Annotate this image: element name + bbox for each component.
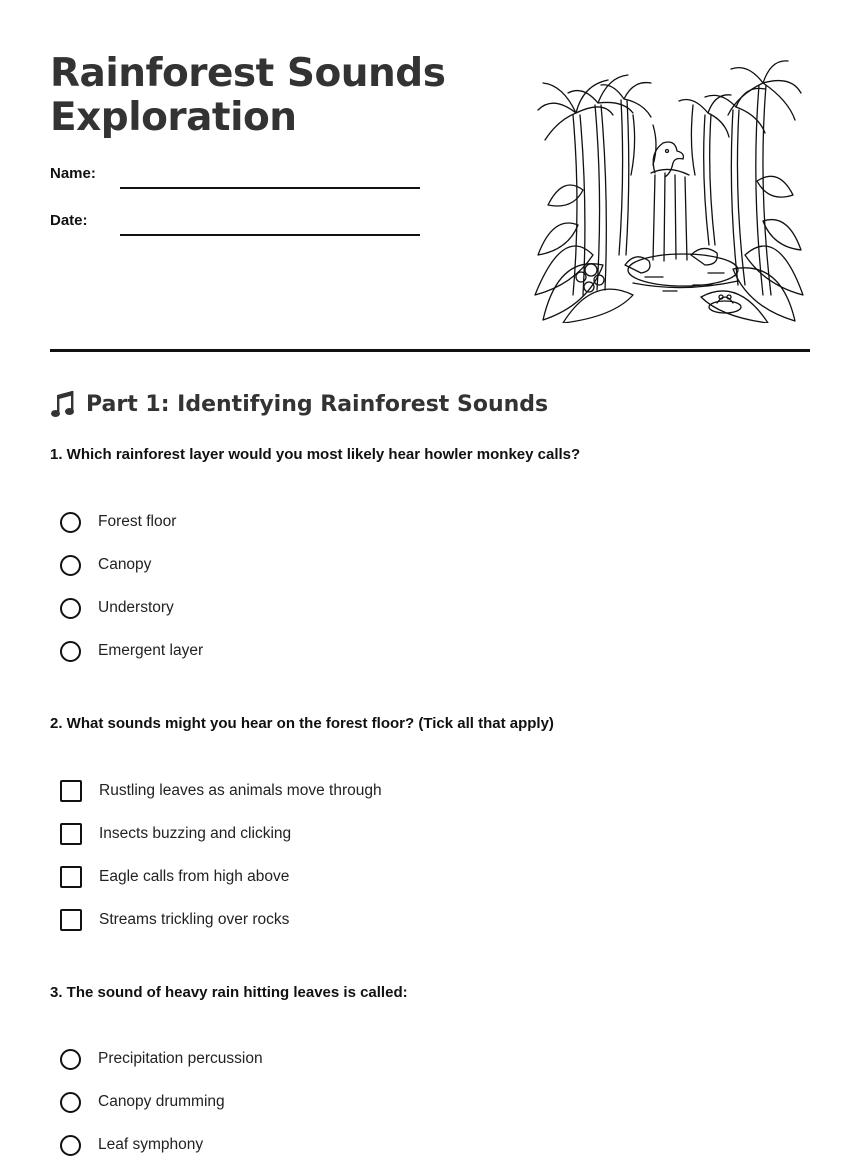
date-field[interactable] [120, 234, 420, 236]
q1-option-3[interactable] [60, 595, 174, 621]
q1-option-2[interactable] [60, 552, 151, 578]
section-1-title: Part 1: Identifying Rainforest Sounds [86, 391, 549, 417]
option-label: Precipitation percussion [98, 1050, 263, 1067]
option-label: Insects buzzing and clicking [99, 825, 292, 842]
section-1-heading [50, 389, 548, 419]
q2-option-3[interactable] [60, 864, 289, 890]
radio-button[interactable] [60, 641, 81, 662]
name-field[interactable] [120, 187, 420, 189]
option-label: Emergent layer [98, 642, 204, 659]
title-line-1: Rainforest Sounds [50, 51, 446, 96]
option-label: Leaf symphony [98, 1136, 204, 1153]
header-divider [50, 349, 810, 352]
radio-button[interactable] [60, 555, 81, 576]
checkbox[interactable] [60, 780, 82, 802]
option-label: Forest floor [98, 513, 177, 530]
q2-option-1[interactable] [60, 778, 382, 804]
checkbox[interactable] [60, 823, 82, 845]
question-2: 2. What sounds might you hear on the forest floor? (Tick all that apply) [50, 715, 554, 732]
option-label: Understory [98, 599, 174, 616]
q2-option-4[interactable] [60, 907, 289, 933]
q1-option-1[interactable] [60, 509, 176, 535]
radio-button[interactable] [60, 1135, 81, 1156]
q2-option-2[interactable] [60, 821, 291, 847]
radio-button[interactable] [60, 598, 81, 619]
radio-button[interactable] [60, 512, 81, 533]
option-label: Streams trickling over rocks [99, 911, 290, 928]
radio-button[interactable] [60, 1049, 81, 1070]
checkbox[interactable] [60, 909, 82, 931]
q3-option-2[interactable] [60, 1089, 225, 1115]
option-label: Eagle calls from high above [99, 868, 290, 885]
date-label: Date: [50, 212, 88, 229]
q3-option-3[interactable] [60, 1132, 203, 1158]
option-label: Rustling leaves as animals move through [99, 782, 382, 799]
worksheet-title [50, 52, 520, 140]
question-3: 3. The sound of heavy rain hitting leaves is called: [50, 984, 408, 1001]
title-line-2: Exploration [50, 95, 297, 140]
option-label: Canopy [98, 556, 152, 573]
name-label: Name: [50, 165, 96, 182]
q3-option-1[interactable] [60, 1046, 263, 1072]
checkbox[interactable] [60, 866, 82, 888]
radio-button[interactable] [60, 1092, 81, 1113]
rainforest-illustration [533, 55, 805, 323]
question-1: 1. Which rainforest layer would you most likely hear howler monkey calls? [50, 446, 581, 463]
music-note-icon [50, 389, 76, 419]
option-label: Canopy drumming [98, 1093, 225, 1110]
q1-option-4[interactable] [60, 638, 203, 664]
